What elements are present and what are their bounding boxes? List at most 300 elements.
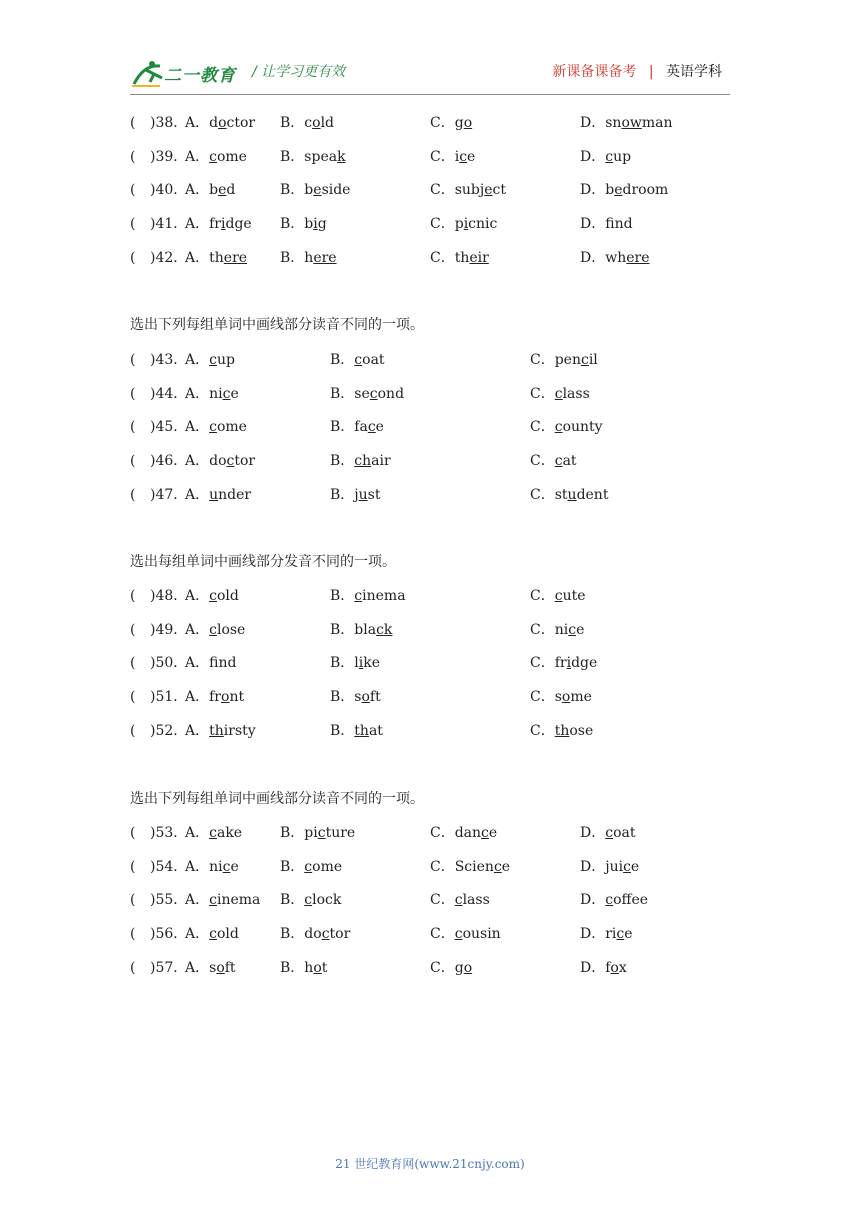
option-a bbox=[185, 958, 236, 978]
question-row bbox=[0, 113, 860, 133]
question-row bbox=[0, 350, 860, 370]
underlined-letters: u bbox=[567, 486, 577, 503]
answer-blank[interactable]: ( bbox=[130, 148, 136, 165]
word-prefix: ni bbox=[554, 621, 569, 638]
option-c bbox=[530, 687, 592, 707]
answer-blank[interactable]: ( bbox=[130, 182, 136, 199]
option-b bbox=[330, 350, 385, 370]
option-b bbox=[280, 113, 334, 133]
question-row bbox=[0, 384, 860, 404]
option-c bbox=[430, 180, 506, 200]
word-suffix: up bbox=[216, 352, 235, 368]
option-b bbox=[330, 417, 384, 437]
answer-blank[interactable]: ( bbox=[130, 655, 136, 672]
option-a bbox=[185, 924, 239, 944]
underlined-letters: e bbox=[218, 182, 227, 199]
word-suffix: e bbox=[488, 825, 498, 841]
question-number: )57． bbox=[150, 959, 188, 976]
word-prefix: d bbox=[209, 115, 219, 131]
option-label: D． bbox=[580, 892, 606, 909]
word-suffix: ousin bbox=[462, 926, 501, 943]
option-label: D． bbox=[580, 115, 606, 131]
option-label: A． bbox=[185, 182, 210, 199]
word-prefix: st bbox=[554, 486, 568, 503]
option-a bbox=[185, 620, 245, 640]
option-label: A． bbox=[185, 352, 210, 368]
option-label: B． bbox=[280, 892, 305, 909]
underlined-letters: o bbox=[218, 115, 227, 131]
word-prefix: pen bbox=[554, 352, 581, 368]
question-number: )45． bbox=[150, 419, 188, 436]
underlined-letters: c bbox=[369, 385, 378, 402]
option-label: A． bbox=[185, 825, 210, 841]
word-suffix: nder bbox=[218, 486, 252, 503]
option-d bbox=[580, 958, 627, 978]
option-label: A． bbox=[185, 453, 210, 470]
word-suffix: tor bbox=[234, 453, 256, 470]
option-label: A． bbox=[185, 621, 210, 638]
underlined-letters: ch bbox=[354, 453, 372, 470]
question-number: )50． bbox=[150, 655, 188, 672]
underlined-letters: k bbox=[337, 148, 346, 165]
option-label: B． bbox=[280, 825, 305, 841]
word-prefix: p bbox=[454, 216, 464, 233]
section-instruction: 选出每组单词中画线部分发音不同的一项。 bbox=[130, 554, 396, 570]
option-a bbox=[185, 653, 236, 673]
option-a bbox=[185, 384, 239, 404]
option-label: C． bbox=[530, 621, 555, 638]
word-suffix: ft bbox=[224, 959, 236, 976]
question-number: )49． bbox=[150, 621, 188, 638]
word-prefix: j bbox=[354, 486, 359, 503]
slogan: / 让学习更有效 bbox=[252, 64, 346, 80]
underlined-letters: c bbox=[554, 453, 563, 470]
option-b bbox=[330, 586, 406, 606]
word-prefix: do bbox=[304, 926, 322, 943]
underlined-letters: u bbox=[358, 486, 368, 503]
underlined-letters: c bbox=[454, 926, 463, 943]
word-prefix: b bbox=[605, 182, 615, 199]
option-d bbox=[580, 857, 639, 877]
word-prefix: g bbox=[454, 115, 464, 131]
question-number: )46． bbox=[150, 453, 188, 470]
option-d bbox=[580, 214, 633, 234]
underlined-letters: c bbox=[568, 621, 577, 638]
underlined-letters: c bbox=[304, 858, 313, 875]
answer-blank[interactable]: ( bbox=[130, 486, 136, 503]
option-label: C． bbox=[430, 858, 455, 875]
option-c bbox=[530, 451, 577, 471]
option-c bbox=[530, 620, 584, 640]
option-label: C． bbox=[430, 216, 455, 233]
underlined-letters: c bbox=[222, 385, 231, 402]
question-number: )48． bbox=[150, 588, 188, 604]
answer-blank[interactable]: ( bbox=[130, 115, 136, 131]
option-label: D． bbox=[580, 182, 606, 199]
underlined-letters: c bbox=[605, 892, 614, 909]
answer-blank[interactable]: ( bbox=[130, 926, 136, 943]
option-label: C． bbox=[530, 453, 555, 470]
underlined-letters: c bbox=[317, 825, 326, 841]
underlined-letters: o bbox=[463, 115, 473, 131]
question-row bbox=[0, 485, 860, 505]
underlined-letters: c bbox=[367, 419, 376, 436]
word-prefix: sn bbox=[605, 115, 622, 131]
question-row bbox=[0, 958, 860, 978]
question-number: )40． bbox=[150, 182, 188, 199]
answer-blank[interactable]: ( bbox=[130, 216, 136, 233]
word-suffix: me bbox=[570, 689, 592, 706]
option-a bbox=[185, 485, 251, 505]
question-number: )53． bbox=[150, 825, 188, 841]
word-suffix: irsty bbox=[223, 722, 256, 739]
word-prefix: s bbox=[354, 689, 362, 706]
answer-blank[interactable]: ( bbox=[130, 621, 136, 638]
word-suffix: st bbox=[367, 486, 381, 503]
word-suffix: ft bbox=[369, 689, 381, 706]
word-suffix: ounty bbox=[562, 419, 603, 436]
word-suffix: il bbox=[588, 352, 598, 368]
option-c bbox=[430, 924, 501, 944]
option-label: D． bbox=[580, 216, 606, 233]
option-c bbox=[430, 147, 475, 167]
option-c bbox=[430, 248, 489, 268]
option-label: C． bbox=[430, 959, 455, 976]
question-row bbox=[0, 180, 860, 200]
word-suffix: ome bbox=[312, 858, 343, 875]
answer-blank[interactable]: ( bbox=[130, 249, 136, 266]
option-label: D． bbox=[580, 148, 606, 165]
question-row bbox=[0, 687, 860, 707]
underlined-letters: c bbox=[209, 419, 217, 436]
word-suffix: lose bbox=[216, 621, 246, 638]
underlined-letters: o bbox=[610, 959, 619, 976]
underlined-letters: c bbox=[481, 825, 489, 841]
question-number: )51． bbox=[150, 689, 188, 706]
word-prefix: jui bbox=[605, 858, 624, 875]
option-c bbox=[530, 384, 590, 404]
option-a bbox=[185, 214, 252, 234]
word-suffix: ture bbox=[325, 825, 356, 841]
underlined-letters: c bbox=[209, 926, 217, 943]
option-label: B． bbox=[330, 486, 355, 503]
word-suffix: ome bbox=[216, 148, 247, 165]
underlined-letters: c bbox=[605, 825, 614, 841]
option-label: B． bbox=[330, 621, 355, 638]
option-b bbox=[280, 924, 350, 944]
option-b bbox=[280, 147, 346, 167]
underlined-letters: c bbox=[554, 385, 563, 402]
question-row bbox=[0, 653, 860, 673]
question-row bbox=[0, 586, 860, 606]
underlined-letters: th bbox=[209, 722, 224, 739]
underlined-letters: c bbox=[209, 588, 217, 604]
word-suffix: e bbox=[624, 926, 633, 943]
question-row bbox=[0, 214, 860, 234]
option-c bbox=[530, 586, 586, 606]
header-divider bbox=[130, 94, 730, 95]
underlined-letters: th bbox=[554, 722, 570, 739]
word-suffix: droom bbox=[622, 182, 669, 199]
question-number: )41． bbox=[150, 216, 188, 233]
option-a bbox=[185, 147, 247, 167]
word-suffix: at bbox=[368, 722, 383, 739]
option-b bbox=[280, 890, 341, 910]
question-row bbox=[0, 147, 860, 167]
word-prefix: f bbox=[209, 655, 219, 672]
word-prefix: ri bbox=[605, 926, 617, 943]
word-prefix: Scien bbox=[454, 858, 494, 875]
option-label: B． bbox=[280, 249, 305, 266]
logo-text: 二一教育 bbox=[164, 66, 236, 86]
option-label: D． bbox=[580, 825, 606, 841]
word-prefix: do bbox=[209, 453, 227, 470]
word-suffix: nt bbox=[229, 689, 245, 706]
answer-blank[interactable]: ( bbox=[130, 385, 136, 402]
option-label: B． bbox=[330, 453, 355, 470]
word-suffix: nd bbox=[218, 655, 237, 672]
word-suffix: old bbox=[216, 926, 239, 943]
word-suffix: nd bbox=[614, 216, 633, 233]
question-number: )52． bbox=[150, 722, 188, 739]
option-label: D． bbox=[580, 926, 606, 943]
word-prefix: h bbox=[304, 249, 314, 266]
word-prefix: wh bbox=[605, 249, 627, 266]
option-label: C． bbox=[430, 249, 455, 266]
word-prefix: f bbox=[605, 959, 611, 976]
underlined-letters: th bbox=[354, 722, 369, 739]
answer-blank[interactable]: ( bbox=[130, 453, 136, 470]
option-a bbox=[185, 350, 235, 370]
option-c bbox=[430, 958, 472, 978]
word-suffix: dge bbox=[225, 216, 252, 233]
word-suffix: ctor bbox=[226, 115, 256, 131]
word-prefix: ni bbox=[209, 858, 223, 875]
word-prefix: l bbox=[354, 655, 359, 672]
section-instruction: 选出下列每组单词中画线部分读音不同的一项。 bbox=[130, 317, 424, 333]
underlined-letters: ere bbox=[223, 249, 248, 266]
option-b bbox=[280, 214, 327, 234]
option-label: B． bbox=[280, 115, 305, 131]
word-prefix: spea bbox=[304, 148, 338, 165]
option-a bbox=[185, 890, 260, 910]
option-a bbox=[185, 586, 239, 606]
underlined-letters: ere bbox=[626, 249, 650, 266]
underlined-letters: ere bbox=[313, 249, 337, 266]
word-suffix: cnic bbox=[468, 216, 498, 233]
option-label: C． bbox=[430, 148, 455, 165]
question-row bbox=[0, 451, 860, 471]
option-d bbox=[580, 890, 648, 910]
option-label: C． bbox=[530, 655, 555, 672]
option-b bbox=[280, 857, 342, 877]
word-prefix: i bbox=[454, 148, 460, 165]
option-b bbox=[280, 958, 327, 978]
option-a bbox=[185, 248, 247, 268]
underlined-letters: c bbox=[454, 892, 463, 909]
underlined-letters: o bbox=[221, 689, 230, 706]
underlined-letters: i bbox=[358, 655, 364, 672]
underlined-letters: i bbox=[566, 655, 572, 672]
option-c bbox=[430, 214, 497, 234]
underlined-letters: c bbox=[605, 148, 614, 165]
underlined-letters: o bbox=[463, 959, 473, 976]
option-label: A． bbox=[185, 115, 210, 131]
underlined-letters: e bbox=[484, 182, 493, 199]
question-number: )38． bbox=[150, 115, 188, 131]
word-suffix: e bbox=[630, 858, 640, 875]
word-suffix: ke bbox=[363, 655, 381, 672]
answer-blank[interactable]: ( bbox=[130, 689, 136, 706]
underlined-letters: o bbox=[561, 689, 571, 706]
underlined-letters: c bbox=[459, 148, 468, 165]
option-label: B． bbox=[330, 722, 355, 739]
option-label: B． bbox=[330, 689, 355, 706]
option-c bbox=[530, 350, 598, 370]
option-label: C． bbox=[430, 926, 455, 943]
answer-blank[interactable]: ( bbox=[130, 588, 136, 604]
option-c bbox=[530, 653, 597, 673]
underlined-letters: c bbox=[209, 352, 217, 368]
option-label: B． bbox=[280, 959, 305, 976]
word-prefix: ni bbox=[209, 385, 223, 402]
question-row bbox=[0, 721, 860, 741]
word-suffix: ld bbox=[320, 115, 335, 131]
question-number: )44． bbox=[150, 385, 188, 402]
word-prefix: b bbox=[304, 182, 314, 199]
word-suffix: ond bbox=[377, 385, 405, 402]
question-number: )42． bbox=[150, 249, 188, 266]
option-b bbox=[330, 687, 381, 707]
option-label: A． bbox=[185, 858, 210, 875]
option-label: B． bbox=[330, 352, 355, 368]
option-label: C． bbox=[430, 825, 455, 841]
option-label: C． bbox=[530, 722, 555, 739]
question-row bbox=[0, 417, 860, 437]
word-suffix: up bbox=[613, 148, 632, 165]
answer-blank[interactable]: ( bbox=[130, 722, 136, 739]
option-label: A． bbox=[185, 926, 210, 943]
answer-blank[interactable]: ( bbox=[130, 419, 136, 436]
option-label: A． bbox=[185, 419, 210, 436]
option-a bbox=[185, 857, 239, 877]
option-b bbox=[330, 451, 391, 471]
word-prefix: th bbox=[209, 249, 224, 266]
word-prefix: fr bbox=[554, 655, 567, 672]
option-label: C． bbox=[530, 689, 555, 706]
underlined-letters: ow bbox=[621, 115, 642, 131]
option-c bbox=[530, 721, 593, 741]
question-number: )54． bbox=[150, 858, 188, 875]
option-label: A． bbox=[185, 249, 210, 266]
word-suffix: lass bbox=[462, 892, 490, 909]
option-label: C． bbox=[530, 588, 555, 604]
header-subject-label: 英语学科 bbox=[666, 64, 722, 80]
word-prefix: pi bbox=[304, 825, 318, 841]
underlined-letters: c bbox=[209, 892, 217, 909]
option-b bbox=[330, 721, 383, 741]
option-c bbox=[430, 890, 490, 910]
word-suffix: t bbox=[321, 959, 328, 976]
option-label: A． bbox=[185, 892, 210, 909]
word-prefix: bla bbox=[354, 621, 377, 638]
word-suffix: old bbox=[216, 588, 239, 604]
option-label: D． bbox=[580, 249, 606, 266]
question-number: )43． bbox=[150, 352, 188, 368]
underlined-letters: o bbox=[312, 115, 321, 131]
option-label: D． bbox=[580, 858, 606, 875]
option-a bbox=[185, 451, 255, 471]
option-c bbox=[430, 823, 497, 843]
word-prefix: fr bbox=[209, 689, 221, 706]
underlined-letters: c bbox=[580, 352, 589, 368]
answer-blank[interactable]: ( bbox=[130, 352, 136, 368]
word-suffix: oat bbox=[362, 352, 385, 368]
option-label: B． bbox=[280, 858, 305, 875]
word-suffix: air bbox=[371, 453, 391, 470]
word-suffix: inema bbox=[216, 892, 261, 909]
word-suffix: at bbox=[562, 453, 577, 470]
underlined-letters: e bbox=[313, 182, 322, 199]
option-c bbox=[430, 113, 472, 133]
word-prefix: b bbox=[304, 216, 314, 233]
section-instruction: 选出下列每组单词中画线部分读音不同的一项。 bbox=[130, 791, 424, 807]
word-suffix: offee bbox=[613, 892, 649, 909]
option-b bbox=[330, 620, 392, 640]
word-prefix: fr bbox=[209, 216, 221, 233]
answer-blank[interactable]: ( bbox=[130, 892, 136, 909]
word-suffix: g bbox=[317, 216, 327, 233]
underlined-letters: c bbox=[226, 453, 235, 470]
underlined-letters: c bbox=[354, 588, 363, 604]
underlined-letters: c bbox=[616, 926, 625, 943]
word-prefix: dan bbox=[454, 825, 482, 841]
option-b bbox=[280, 180, 350, 200]
underlined-letters: c bbox=[493, 858, 502, 875]
option-label: D． bbox=[580, 959, 606, 976]
question-number: )47． bbox=[150, 486, 188, 503]
option-label: B． bbox=[280, 182, 305, 199]
word-suffix: dge bbox=[571, 655, 598, 672]
answer-blank[interactable]: ( bbox=[130, 858, 136, 875]
question-row bbox=[0, 924, 860, 944]
question-row bbox=[0, 890, 860, 910]
word-suffix: tor bbox=[329, 926, 351, 943]
option-b bbox=[330, 384, 404, 404]
underlined-letters: c bbox=[321, 926, 330, 943]
question-row bbox=[0, 248, 860, 268]
option-d bbox=[580, 147, 631, 167]
underlined-letters: i bbox=[221, 216, 226, 233]
option-label: C． bbox=[530, 385, 555, 402]
word-prefix: g bbox=[454, 959, 464, 976]
option-d bbox=[580, 113, 673, 133]
question-row bbox=[0, 620, 860, 640]
word-suffix: ome bbox=[216, 419, 247, 436]
answer-blank[interactable]: ( bbox=[130, 959, 136, 976]
word-suffix: dent bbox=[576, 486, 609, 503]
option-label: C． bbox=[530, 419, 555, 436]
underlined-letters: u bbox=[209, 486, 219, 503]
underlined-letters: c bbox=[554, 419, 563, 436]
word-prefix: fa bbox=[354, 419, 368, 436]
option-d bbox=[580, 248, 650, 268]
option-label: A． bbox=[185, 588, 210, 604]
option-c bbox=[430, 857, 510, 877]
answer-blank[interactable]: ( bbox=[130, 825, 136, 841]
option-b bbox=[330, 485, 380, 505]
word-prefix: s bbox=[209, 959, 217, 976]
